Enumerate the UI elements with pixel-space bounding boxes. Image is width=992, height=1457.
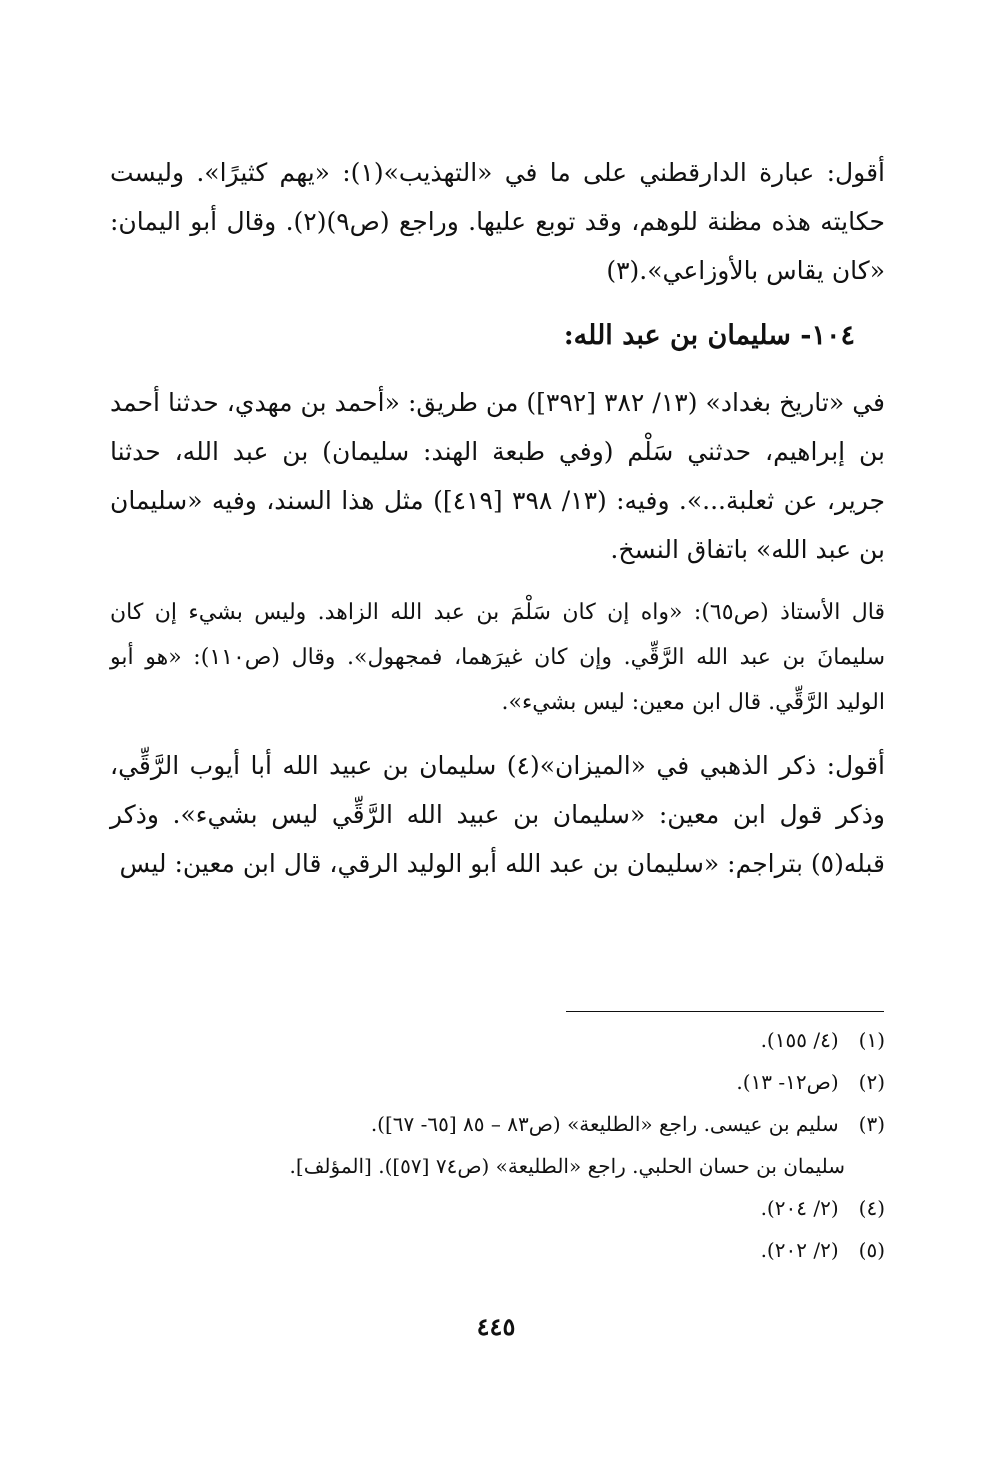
footnote-number: (٢) <box>858 1070 885 1094</box>
footnote-text: (٢/ ٢٠٤). <box>760 1196 839 1220</box>
footnote-number: (٥) <box>858 1238 885 1262</box>
footnote-1 <box>110 1022 885 1058</box>
footnote-3-continuation <box>110 1148 885 1184</box>
paragraph-3: قال الأستاذ (ص٦٥): «واه إن كان سَلْمَ بن عبد الله الزاهد. وليس بشيء إن كان سليمانَ بن عبد الله الرَّقِّي. وإن كان غيرَهما، فمجهول». وقال (ص١١٠): «هو أبو الوليد الرَّقِّي. قال ابن معين: ليس بشيء». <box>110 600 886 715</box>
page-number: ٤٤٥ <box>476 1312 516 1341</box>
paragraph-2: في «تاريخ بغداد» (١٣/ ٣٨٢ [٣٩٢]) من طريق: «أحمد بن مهدي، حدثنا أحمد بن إبراهيم، حدثني سَلْم (وفي طبعة الهند: سليمان) بن عبد الله، حدثنا جرير، عن ثعلبة...». وفيه: (١٣/ ٣٩٨ [٤١٩]) مثل هذا السند، وفيه «سليمان بن عبد الله» باتفاق النسخ. <box>110 388 886 564</box>
footnote-2 <box>110 1064 885 1100</box>
footnote-3 <box>110 1106 885 1142</box>
footnote-separator <box>566 1011 884 1012</box>
paragraph-1: أقول: عبارة الدارقطني على ما في «التهذيب»(١): «يهم كثيرًا». وليست حكايته هذه مظنة للوهم، وقد توبع عليها. وراجع (ص٩)(٢). وقال أبو اليمان: «كان يقاس بالأوزاعي».(٣) <box>110 158 885 285</box>
footnote-number: (٤) <box>858 1196 885 1220</box>
paragraph-4: أقول: ذكر الذهبي في «الميزان»(٤) سليمان بن عبيد الله أبا أيوب الرَّقِّي، وذكر قول ابن معين: «سليمان بن عبيد الله الرَّقِّي ليس بشيء». وذكر قبله(٥) بتراجم: «سليمان بن عبد الله أبو الوليد الرقي، قال ابن معين: ليس <box>110 751 885 878</box>
entry-heading: ١٠٤- سليمان بن عبد الله: <box>563 320 855 351</box>
footnote-number: (٣) <box>858 1112 885 1136</box>
footnote-text: (٢/ ٢٠٢). <box>760 1238 839 1262</box>
main-text <box>110 148 885 904</box>
footnote-text: سليم بن عيسى. راجع «الطليعة» (ص٨٣ – ٨٥ [٦٥- ٦٧]). <box>370 1112 839 1136</box>
footnote-text: (ص١٢- ١٣). <box>736 1070 839 1094</box>
footnote-number: (١) <box>858 1028 885 1052</box>
footnote-text: سليمان بن حسان الحلبي. راجع «الطليعة» (ص٧٤ [٥٧]). [المؤلف]. <box>289 1154 845 1178</box>
footnote-5 <box>110 1232 885 1268</box>
footnotes <box>110 1022 885 1274</box>
footnote-4 <box>110 1190 885 1226</box>
footnote-text: (٤/ ١٥٥). <box>760 1028 839 1052</box>
